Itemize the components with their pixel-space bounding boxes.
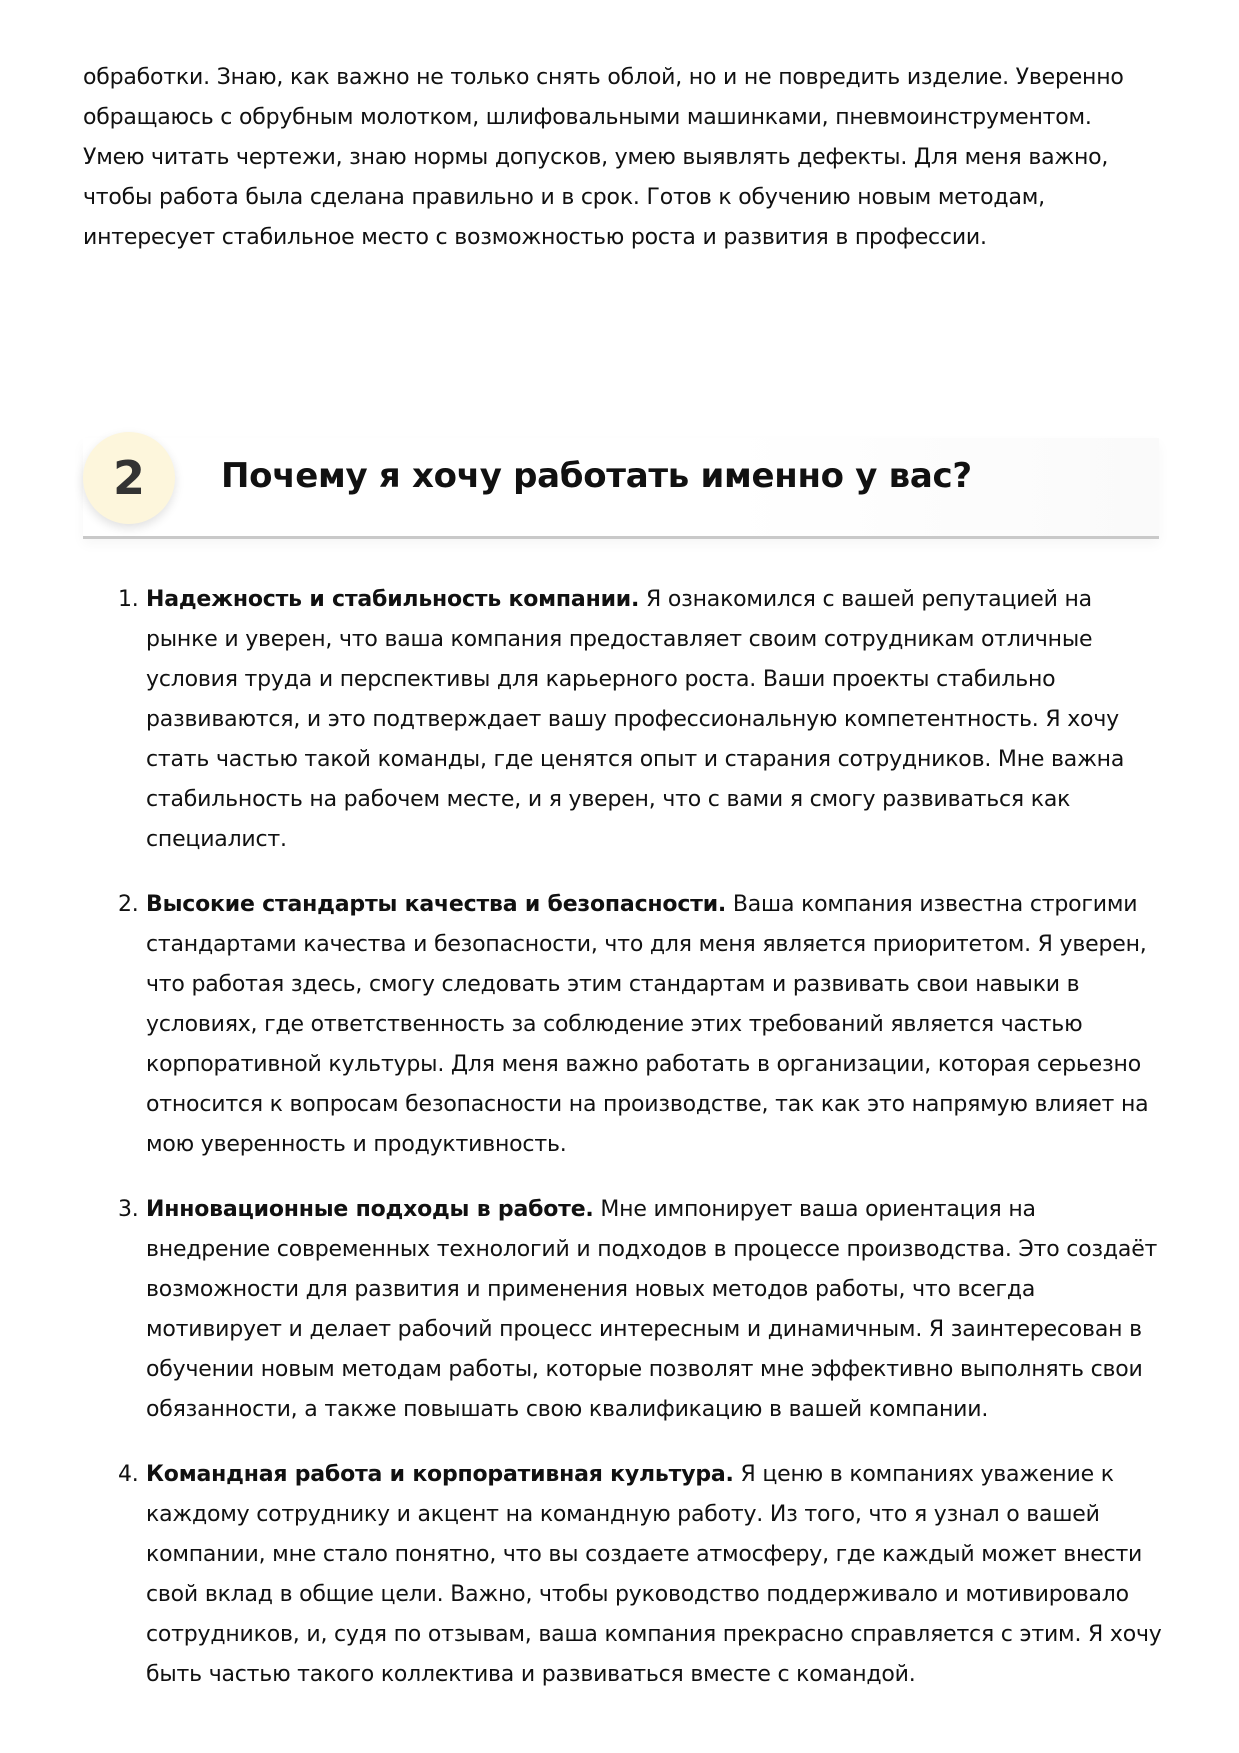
section-header	[83, 432, 1159, 540]
list-item-title: Командная работа и корпоративная культура.	[146, 1462, 734, 1487]
list-item-title: Надежность и стабильность компании.	[146, 587, 640, 612]
list-item-title: Высокие стандарты качества и безопасности.	[146, 892, 727, 917]
reasons-list	[83, 580, 1163, 1720]
list-item	[83, 885, 1163, 1165]
list-item-text: Я ценю в компаниях уважение к каждому сотруднику и акцент на командную работу. Из того, что я узнал о вашей компании, мне стало понятно, что вы создаете атмосферу, где каждый может внести свой вклад в общие цели. Важно, чтобы руководство поддерживало и мотивировало сотрудников, и, судя по отзывам, ваша компания прекрасно справляется с этим. Я хочу быть частью такого коллектива и развиваться вместе с командой.	[146, 1462, 1162, 1687]
list-item-number: 2.	[118, 892, 139, 917]
list-item	[83, 580, 1163, 860]
list-item-number: 3.	[118, 1197, 139, 1222]
list-item-text: Ваша компания известна строгими стандартами качества и безопасности, что для меня является приоритетом. Я уверен, что работая здесь, смогу следовать этим стандартам и развивать свои навыки в условиях, где ответственность за соблюдение этих требований является частью корпоративной культуры. Для меня важно работать в организации, которая серьезно относится к вопросам безопасности на производстве, так как это напрямую влияет на мою уверенность и продуктивность.	[146, 892, 1149, 1157]
list-item	[83, 1190, 1163, 1430]
list-item-number: 4.	[118, 1462, 139, 1487]
list-item-number: 1.	[118, 587, 139, 612]
section-number-badge: 2	[83, 432, 175, 524]
list-item	[83, 1455, 1163, 1695]
list-item-text: Я ознакомился с вашей репутацией на рынке и уверен, что ваша компания предоставляет своим сотрудникам отличные условия труда и перспективы для карьерного роста. Ваши проекты стабильно развиваются, и это подтверждает вашу профессиональную компетентность. Я хочу стать частью такой команды, где ценятся опыт и старания сотрудников. Мне важна стабильность на рабочем месте, и я уверен, что с вами я смогу развиваться как специалист.	[146, 587, 1125, 852]
section-title: Почему я хочу работать именно у вас?	[221, 456, 972, 496]
section-divider	[83, 536, 1159, 539]
intro-paragraph: обработки. Знаю, как важно не только снять облой, но и не повредить изделие. Уверенно обращаюсь с обрубным молотком, шлифовальными машинками, пневмоинструментом. Умею читать чертежи, знаю нормы допусков, умею выявлять дефекты. Для меня важно, чтобы работа была сделана правильно и в срок. Готов к обучению новым методам, интересует стабильное место с возможностью роста и развития в профессии.	[83, 65, 1124, 250]
list-item-title: Инновационные подходы в работе.	[146, 1197, 594, 1222]
list-item-text: Мне импонирует ваша ориентация на внедрение современных технологий и подходов в процессе производства. Это создаёт возможности для развития и применения новых методов работы, что всегда мотивирует и делает рабочий процесс интересным и динамичным. Я заинтересован в обучении новым методам работы, которые позволят мне эффективно выполнять свои обязанности, а также повышать свою квалификацию в вашей компании.	[146, 1197, 1158, 1422]
